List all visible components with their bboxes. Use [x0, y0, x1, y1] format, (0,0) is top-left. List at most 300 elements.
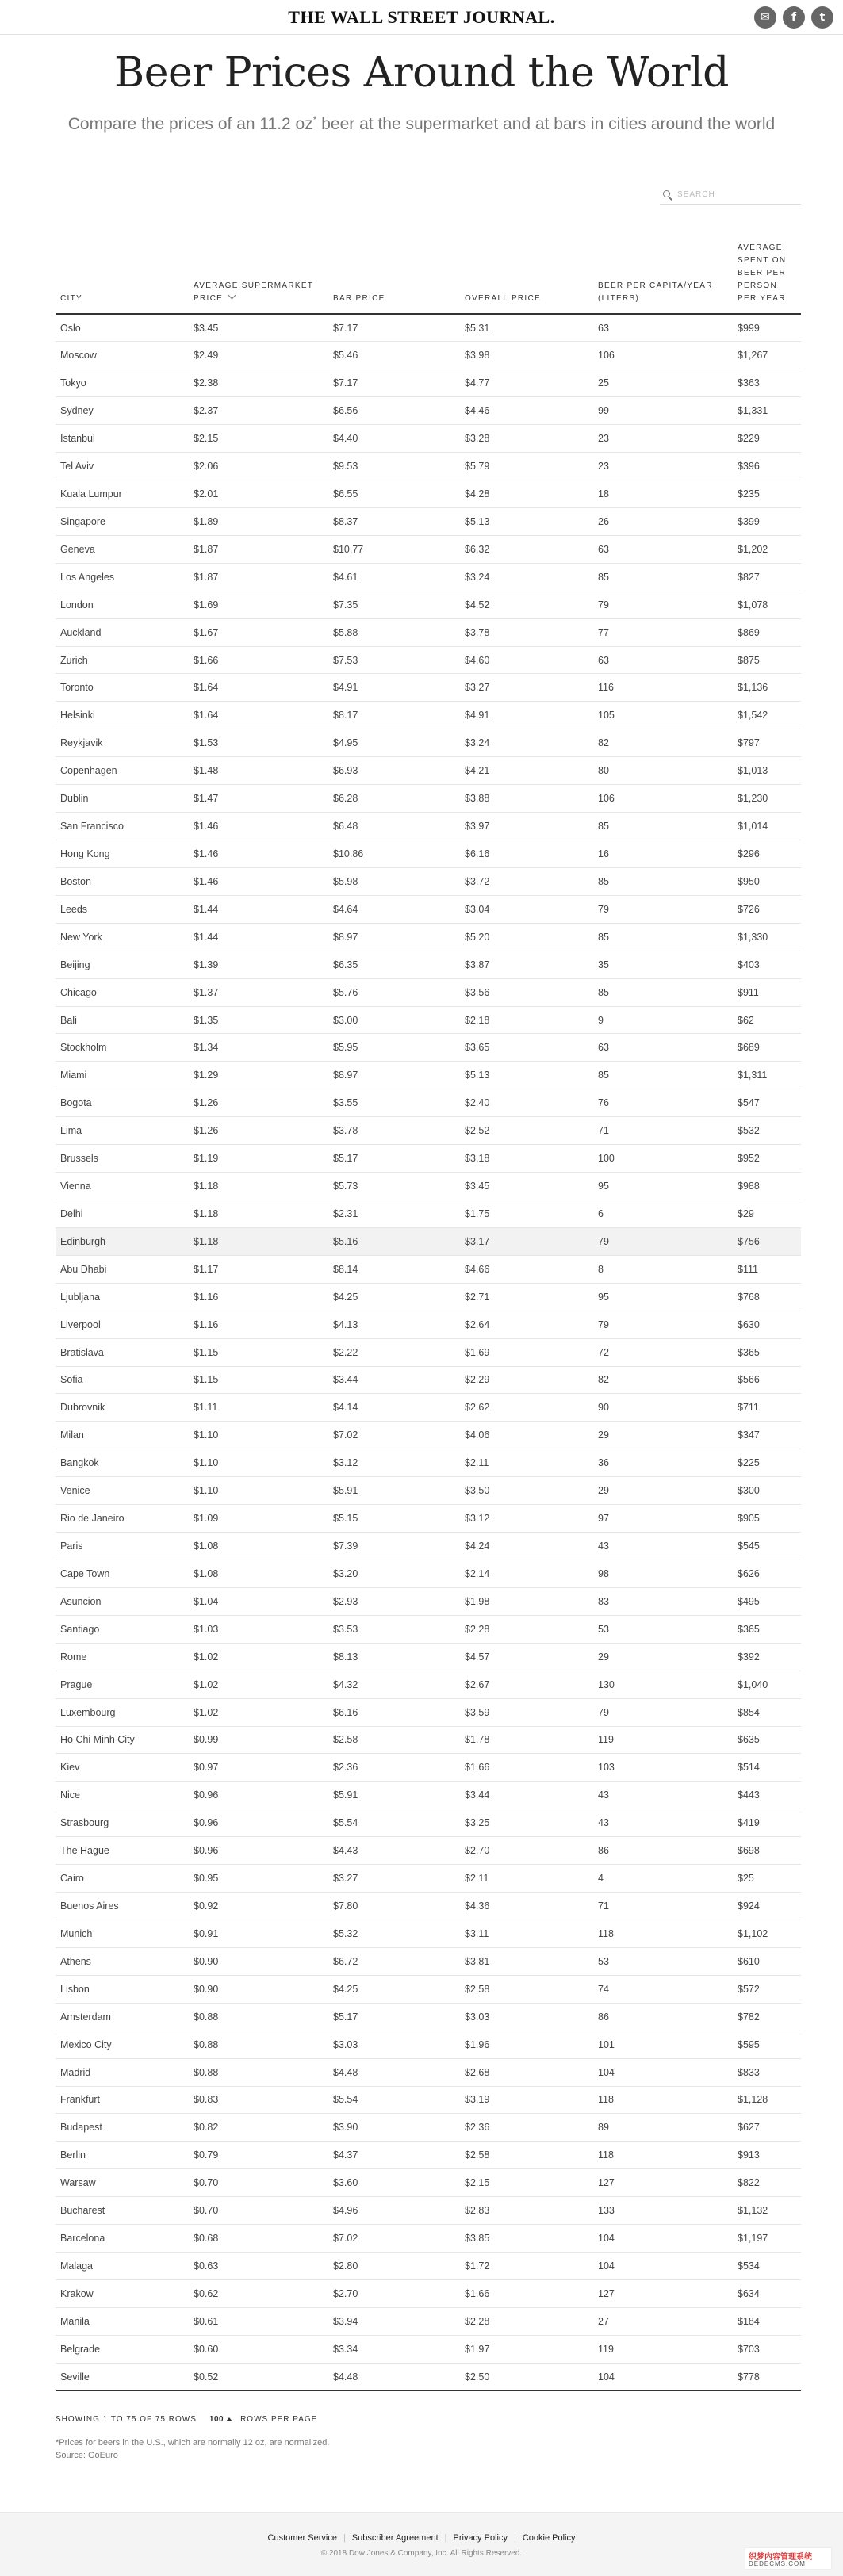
- cell-average-spent: $689: [733, 1034, 801, 1062]
- cell-bar-price: $5.95: [328, 1034, 460, 1062]
- cell-city: Bucharest: [56, 2197, 189, 2225]
- cell-supermarket-price: $0.99: [189, 1726, 328, 1754]
- cell-beer-per-capita: 43: [593, 1809, 733, 1837]
- cell-beer-per-capita: 118: [593, 2086, 733, 2114]
- column-header-bar-price[interactable]: [328, 209, 460, 314]
- cell-city: Miami: [56, 1062, 189, 1089]
- cell-average-spent: $534: [733, 2253, 801, 2280]
- cell-average-spent: $495: [733, 1587, 801, 1615]
- cell-overall-price: $3.04: [460, 895, 593, 923]
- cell-average-spent: $635: [733, 1726, 801, 1754]
- cell-overall-price: $3.03: [460, 2003, 593, 2031]
- cell-beer-per-capita: 53: [593, 1615, 733, 1643]
- cell-supermarket-price: $0.91: [189, 1920, 328, 1947]
- cell-beer-per-capita: 43: [593, 1533, 733, 1560]
- cell-average-spent: $778: [733, 2363, 801, 2390]
- table-row: [56, 535, 801, 563]
- cell-overall-price: $3.25: [460, 1809, 593, 1837]
- cell-city: Seville: [56, 2363, 189, 2390]
- cell-bar-price: $7.17: [328, 314, 460, 342]
- cell-supermarket-price: $0.68: [189, 2225, 328, 2253]
- cell-overall-price: $2.71: [460, 1283, 593, 1311]
- table-row: [56, 1837, 801, 1865]
- cell-city: Strasbourg: [56, 1809, 189, 1837]
- cell-overall-price: $3.50: [460, 1477, 593, 1505]
- cell-city: Beijing: [56, 951, 189, 978]
- cell-beer-per-capita: 16: [593, 840, 733, 868]
- search-icon: [662, 189, 673, 201]
- cell-city: Liverpool: [56, 1311, 189, 1338]
- cell-city: Bratislava: [56, 1338, 189, 1366]
- cell-bar-price: $4.25: [328, 1975, 460, 2003]
- cell-bar-price: $5.15: [328, 1505, 460, 1533]
- table-row: [56, 1754, 801, 1782]
- page-subtitle: [0, 114, 843, 134]
- cell-beer-per-capita: 82: [593, 1366, 733, 1394]
- cell-bar-price: $3.34: [328, 2335, 460, 2363]
- cell-average-spent: $905: [733, 1505, 801, 1533]
- cell-overall-price: $3.12: [460, 1505, 593, 1533]
- pagination: [56, 2415, 317, 2424]
- cell-city: Madrid: [56, 2058, 189, 2086]
- cell-average-spent: $532: [733, 1117, 801, 1145]
- cell-average-spent: $545: [733, 1533, 801, 1560]
- table-row: [56, 1394, 801, 1422]
- table-row: [56, 314, 801, 342]
- cell-city: London: [56, 591, 189, 618]
- cell-bar-price: $3.60: [328, 2169, 460, 2197]
- table-row: [56, 1587, 801, 1615]
- twitter-share-icon[interactable]: t: [811, 6, 833, 29]
- cell-average-spent: $1,128: [733, 2086, 801, 2114]
- cell-supermarket-price: $1.67: [189, 618, 328, 646]
- footer-link-subscriber-agreement[interactable]: Subscriber Agreement: [351, 2533, 439, 2543]
- table-row: [56, 2253, 801, 2280]
- cell-beer-per-capita: 43: [593, 1782, 733, 1809]
- cell-beer-per-capita: 53: [593, 1947, 733, 1975]
- caret-up-icon: [226, 2417, 232, 2421]
- cell-city: Munich: [56, 1920, 189, 1947]
- cell-beer-per-capita: 85: [593, 923, 733, 951]
- table-row: [56, 2225, 801, 2253]
- cell-supermarket-price: $0.88: [189, 2003, 328, 2031]
- cell-average-spent: $634: [733, 2279, 801, 2307]
- top-bar: [0, 0, 843, 35]
- cell-bar-price: $7.02: [328, 2225, 460, 2253]
- cell-beer-per-capita: 79: [593, 1227, 733, 1255]
- wsj-logo[interactable]: THE WALL STREET JOURNAL.: [288, 7, 555, 27]
- table-row: [56, 1505, 801, 1533]
- cell-overall-price: $2.28: [460, 2307, 593, 2335]
- subtitle-text-end: beer at the supermarket and at bars in cities around the world: [316, 115, 776, 133]
- cell-overall-price: $4.60: [460, 646, 593, 674]
- cell-average-spent: $911: [733, 978, 801, 1006]
- cell-average-spent: $1,330: [733, 923, 801, 951]
- cell-overall-price: $3.17: [460, 1227, 593, 1255]
- cell-supermarket-price: $2.49: [189, 342, 328, 369]
- cell-beer-per-capita: 86: [593, 1837, 733, 1865]
- cell-average-spent: $797: [733, 729, 801, 757]
- cell-beer-per-capita: 98: [593, 1560, 733, 1587]
- cell-city: Oslo: [56, 314, 189, 342]
- cell-supermarket-price: $1.44: [189, 895, 328, 923]
- footer: [0, 2512, 843, 2576]
- cell-supermarket-price: $0.60: [189, 2335, 328, 2363]
- cell-bar-price: $7.53: [328, 646, 460, 674]
- cell-overall-price: $6.32: [460, 535, 593, 563]
- page-title: Beer Prices Around the World: [114, 49, 729, 97]
- cell-average-spent: $1,202: [733, 535, 801, 563]
- cell-beer-per-capita: 6: [593, 1200, 733, 1228]
- cell-bar-price: $8.37: [328, 507, 460, 535]
- cell-supermarket-price: $2.38: [189, 369, 328, 397]
- cell-overall-price: $1.66: [460, 1754, 593, 1782]
- cell-city: Venice: [56, 1477, 189, 1505]
- cell-city: Bangkok: [56, 1449, 189, 1477]
- cell-supermarket-price: $1.02: [189, 1698, 328, 1726]
- footer-separator: |: [513, 2533, 516, 2543]
- cell-overall-price: $2.11: [460, 1449, 593, 1477]
- cell-bar-price: $6.72: [328, 1947, 460, 1975]
- cell-bar-price: $8.17: [328, 702, 460, 729]
- cell-overall-price: $3.85: [460, 2225, 593, 2253]
- column-header-supermarket-price[interactable]: [189, 209, 328, 314]
- cell-bar-price: $6.16: [328, 1698, 460, 1726]
- cell-supermarket-price: $0.70: [189, 2169, 328, 2197]
- column-header-label: CITY: [60, 294, 82, 303]
- email-share-icon[interactable]: ✉: [754, 6, 776, 29]
- cell-bar-price: $10.86: [328, 840, 460, 868]
- cell-beer-per-capita: 119: [593, 1726, 733, 1754]
- cell-overall-price: $2.58: [460, 1975, 593, 2003]
- cell-supermarket-price: $0.96: [189, 1809, 328, 1837]
- cell-supermarket-price: $1.53: [189, 729, 328, 757]
- table-row: [56, 2363, 801, 2390]
- cell-overall-price: $3.18: [460, 1145, 593, 1173]
- watermark-line-2: DEDECMS.COM: [749, 2560, 806, 2567]
- cell-average-spent: $443: [733, 1782, 801, 1809]
- cell-average-spent: $1,014: [733, 813, 801, 840]
- cell-beer-per-capita: 106: [593, 785, 733, 813]
- table-row: [56, 1809, 801, 1837]
- cell-city: Chicago: [56, 978, 189, 1006]
- cell-overall-price: $2.40: [460, 1089, 593, 1117]
- cell-average-spent: $1,132: [733, 2197, 801, 2225]
- table-row: [56, 1782, 801, 1809]
- cell-average-spent: $833: [733, 2058, 801, 2086]
- column-header-city[interactable]: [56, 209, 189, 314]
- rows-per-page-select[interactable]: [209, 2415, 232, 2424]
- cell-beer-per-capita: 72: [593, 1338, 733, 1366]
- table-row: [56, 1338, 801, 1366]
- cell-beer-per-capita: 77: [593, 618, 733, 646]
- table-row: [56, 2086, 801, 2114]
- cell-supermarket-price: $1.66: [189, 646, 328, 674]
- cell-average-spent: $235: [733, 480, 801, 508]
- cell-city: Dublin: [56, 785, 189, 813]
- cell-bar-price: $4.32: [328, 1671, 460, 1698]
- table-row: [56, 1975, 801, 2003]
- cell-city: Kiev: [56, 1754, 189, 1782]
- cell-supermarket-price: $0.96: [189, 1782, 328, 1809]
- cell-city: Zurich: [56, 646, 189, 674]
- cell-supermarket-price: $3.45: [189, 314, 328, 342]
- cell-city: Moscow: [56, 342, 189, 369]
- table-row: [56, 1671, 801, 1698]
- table-row: [56, 2335, 801, 2363]
- notes: [56, 2436, 329, 2462]
- cell-city: Leeds: [56, 895, 189, 923]
- footer-separator: |: [343, 2533, 346, 2543]
- table-row: [56, 1255, 801, 1283]
- cell-city: Cairo: [56, 1865, 189, 1893]
- cell-beer-per-capita: 36: [593, 1449, 733, 1477]
- cell-city: Reykjavik: [56, 729, 189, 757]
- cell-supermarket-price: $0.63: [189, 2253, 328, 2280]
- cell-city: Asuncion: [56, 1587, 189, 1615]
- cell-average-spent: $347: [733, 1422, 801, 1449]
- cell-bar-price: $3.55: [328, 1089, 460, 1117]
- table-row: [56, 453, 801, 480]
- rows-per-page-label: ROWS PER PAGE: [240, 2415, 318, 2424]
- footer-separator: |: [444, 2533, 447, 2543]
- cell-beer-per-capita: 119: [593, 2335, 733, 2363]
- cell-average-spent: $698: [733, 1837, 801, 1865]
- table-row: [56, 397, 801, 425]
- cell-city: Prague: [56, 1671, 189, 1698]
- column-header-label: AVERAGE SPENT ON BEER PER PERSON PER YEAR: [738, 243, 787, 303]
- cell-average-spent: $999: [733, 314, 801, 342]
- cell-overall-price: $3.24: [460, 729, 593, 757]
- source-note: Source: GoEuro: [56, 2451, 118, 2460]
- table-row: [56, 1034, 801, 1062]
- cell-bar-price: $3.12: [328, 1449, 460, 1477]
- cell-beer-per-capita: 116: [593, 674, 733, 702]
- cell-average-spent: $950: [733, 867, 801, 895]
- table-row: [56, 2031, 801, 2058]
- cell-bar-price: $7.35: [328, 591, 460, 618]
- cell-overall-price: $2.67: [460, 1671, 593, 1698]
- table-row: [56, 1227, 801, 1255]
- cell-supermarket-price: $0.70: [189, 2197, 328, 2225]
- cell-bar-price: $8.97: [328, 1062, 460, 1089]
- cell-city: Krakow: [56, 2279, 189, 2307]
- cell-supermarket-price: $1.15: [189, 1366, 328, 1394]
- cell-beer-per-capita: 79: [593, 1311, 733, 1338]
- table-row: [56, 867, 801, 895]
- cell-average-spent: $365: [733, 1615, 801, 1643]
- cell-supermarket-price: $2.15: [189, 425, 328, 453]
- cell-average-spent: $225: [733, 1449, 801, 1477]
- cell-overall-price: $1.69: [460, 1338, 593, 1366]
- cell-bar-price: $5.54: [328, 2086, 460, 2114]
- table-row: [56, 1698, 801, 1726]
- facebook-share-icon[interactable]: f: [783, 6, 805, 29]
- cell-supermarket-price: $1.48: [189, 757, 328, 785]
- cell-city: Boston: [56, 867, 189, 895]
- cell-supermarket-price: $1.18: [189, 1200, 328, 1228]
- cell-city: Hong Kong: [56, 840, 189, 868]
- cell-average-spent: $403: [733, 951, 801, 978]
- table-row: [56, 785, 801, 813]
- cell-city: Sofia: [56, 1366, 189, 1394]
- cell-bar-price: $4.14: [328, 1394, 460, 1422]
- cell-overall-price: $1.96: [460, 2031, 593, 2058]
- table-row: [56, 480, 801, 508]
- cell-beer-per-capita: 63: [593, 646, 733, 674]
- table-row: [56, 1366, 801, 1394]
- cell-beer-per-capita: 83: [593, 1587, 733, 1615]
- table-row: [56, 1117, 801, 1145]
- cell-average-spent: $822: [733, 2169, 801, 2197]
- cell-city: Rio de Janeiro: [56, 1505, 189, 1533]
- cell-overall-price: $5.79: [460, 453, 593, 480]
- cell-average-spent: $1,230: [733, 785, 801, 813]
- table-row: [56, 1283, 801, 1311]
- cell-beer-per-capita: 104: [593, 2058, 733, 2086]
- cell-beer-per-capita: 127: [593, 2279, 733, 2307]
- cell-bar-price: $4.48: [328, 2058, 460, 2086]
- cell-average-spent: $229: [733, 425, 801, 453]
- column-header-average-spent[interactable]: [733, 209, 801, 314]
- column-header-overall-price[interactable]: [460, 209, 593, 314]
- cell-bar-price: $6.35: [328, 951, 460, 978]
- cell-beer-per-capita: 76: [593, 1089, 733, 1117]
- table-row: [56, 1089, 801, 1117]
- cell-supermarket-price: $0.92: [189, 1893, 328, 1920]
- cell-city: Mexico City: [56, 2031, 189, 2058]
- cell-supermarket-price: $1.46: [189, 840, 328, 868]
- footer-link-cookie-policy[interactable]: Cookie Policy: [522, 2533, 576, 2543]
- table-row: [56, 2169, 801, 2197]
- cell-overall-price: $3.65: [460, 1034, 593, 1062]
- cell-beer-per-capita: 105: [593, 702, 733, 729]
- cell-average-spent: $1,267: [733, 342, 801, 369]
- cell-beer-per-capita: 23: [593, 425, 733, 453]
- cell-overall-price: $3.28: [460, 425, 593, 453]
- table-row: [56, 2058, 801, 2086]
- cell-overall-price: $5.13: [460, 1062, 593, 1089]
- cell-bar-price: $4.64: [328, 895, 460, 923]
- cell-overall-price: $4.57: [460, 1643, 593, 1671]
- cell-bar-price: $3.90: [328, 2114, 460, 2142]
- cell-city: Geneva: [56, 535, 189, 563]
- cell-bar-price: $6.56: [328, 397, 460, 425]
- table-row: [56, 674, 801, 702]
- cell-supermarket-price: $1.29: [189, 1062, 328, 1089]
- cell-overall-price: $2.29: [460, 1366, 593, 1394]
- cell-bar-price: $4.40: [328, 425, 460, 453]
- cell-supermarket-price: $1.69: [189, 591, 328, 618]
- cell-average-spent: $566: [733, 1366, 801, 1394]
- cell-beer-per-capita: 79: [593, 895, 733, 923]
- cell-beer-per-capita: 23: [593, 453, 733, 480]
- cell-overall-price: $3.56: [460, 978, 593, 1006]
- table-row: [56, 1173, 801, 1200]
- cell-bar-price: $2.80: [328, 2253, 460, 2280]
- cell-overall-price: $3.72: [460, 867, 593, 895]
- cell-supermarket-price: $2.01: [189, 480, 328, 508]
- cell-bar-price: $5.17: [328, 1145, 460, 1173]
- cell-bar-price: $5.88: [328, 618, 460, 646]
- cell-beer-per-capita: 104: [593, 2253, 733, 2280]
- cell-bar-price: $10.77: [328, 535, 460, 563]
- cell-average-spent: $988: [733, 1173, 801, 1200]
- footer-link-privacy-policy[interactable]: Privacy Policy: [453, 2533, 508, 2543]
- cell-beer-per-capita: 101: [593, 2031, 733, 2058]
- cell-city: Auckland: [56, 618, 189, 646]
- rows-showing-text: SHOWING 1 TO 75 OF 75 ROWS: [56, 2415, 197, 2424]
- cell-city: Toronto: [56, 674, 189, 702]
- cell-bar-price: $7.80: [328, 1893, 460, 1920]
- cell-overall-price: $4.46: [460, 397, 593, 425]
- search-input[interactable]: [677, 190, 796, 199]
- cell-overall-price: $3.59: [460, 1698, 593, 1726]
- table-row: [56, 1893, 801, 1920]
- cell-average-spent: $392: [733, 1643, 801, 1671]
- cell-overall-price: $3.11: [460, 1920, 593, 1947]
- cell-city: Warsaw: [56, 2169, 189, 2197]
- cell-average-spent: $396: [733, 453, 801, 480]
- cell-supermarket-price: $0.79: [189, 2142, 328, 2169]
- cell-bar-price: $2.22: [328, 1338, 460, 1366]
- table-row: [56, 1145, 801, 1173]
- cell-average-spent: $62: [733, 1006, 801, 1034]
- cell-overall-price: $2.83: [460, 2197, 593, 2225]
- cell-average-spent: $363: [733, 369, 801, 397]
- cell-average-spent: $726: [733, 895, 801, 923]
- cell-bar-price: $2.70: [328, 2279, 460, 2307]
- cell-bar-price: $4.61: [328, 563, 460, 591]
- cell-bar-price: $5.98: [328, 867, 460, 895]
- cell-average-spent: $184: [733, 2307, 801, 2335]
- cell-overall-price: $1.72: [460, 2253, 593, 2280]
- rows-per-page-value: 100: [209, 2415, 224, 2424]
- cell-supermarket-price: $1.89: [189, 507, 328, 535]
- cell-average-spent: $1,311: [733, 1062, 801, 1089]
- cell-average-spent: $1,542: [733, 702, 801, 729]
- cell-bar-price: $6.48: [328, 813, 460, 840]
- cell-city: Bali: [56, 1006, 189, 1034]
- table-row: [56, 978, 801, 1006]
- cell-city: Brussels: [56, 1145, 189, 1173]
- column-header-beer-per-capita[interactable]: [593, 209, 733, 314]
- cell-beer-per-capita: 27: [593, 2307, 733, 2335]
- cell-bar-price: $3.78: [328, 1117, 460, 1145]
- cell-bar-price: $5.76: [328, 978, 460, 1006]
- cell-overall-price: $2.11: [460, 1865, 593, 1893]
- cell-overall-price: $2.28: [460, 1615, 593, 1643]
- table-row: [56, 1200, 801, 1228]
- cell-bar-price: $8.97: [328, 923, 460, 951]
- cell-average-spent: $703: [733, 2335, 801, 2363]
- cell-city: Berlin: [56, 2142, 189, 2169]
- cell-average-spent: $29: [733, 1200, 801, 1228]
- cell-average-spent: $1,136: [733, 674, 801, 702]
- cell-supermarket-price: $1.47: [189, 785, 328, 813]
- search-box: [660, 186, 801, 205]
- cell-city: Los Angeles: [56, 563, 189, 591]
- cell-bar-price: $7.17: [328, 369, 460, 397]
- cell-overall-price: $2.36: [460, 2114, 593, 2142]
- table-row: [56, 646, 801, 674]
- table-row: [56, 591, 801, 618]
- cell-average-spent: $1,013: [733, 757, 801, 785]
- cell-beer-per-capita: 106: [593, 342, 733, 369]
- footer-link-customer-service[interactable]: Customer Service: [267, 2533, 337, 2543]
- cell-bar-price: $2.31: [328, 1200, 460, 1228]
- cell-bar-price: $7.02: [328, 1422, 460, 1449]
